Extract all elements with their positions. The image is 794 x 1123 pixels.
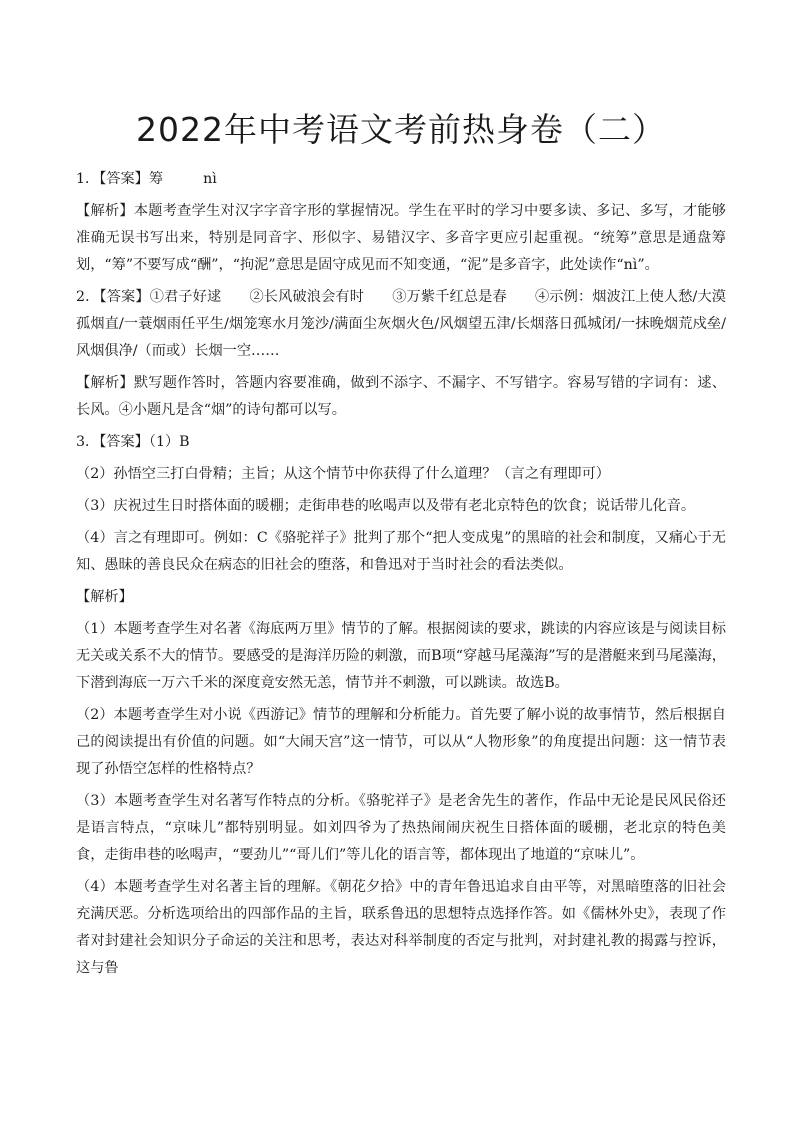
q3-answer-2: （2）孙悟空三打白骨精；主旨；从这个情节中你获得了什么道理？（言之有理即可） [76,466,610,482]
q3-explanation-2: （2）本题考查学生对小说《西游记》情节的理解和分析能力。首先要了解小说的故事情节，然后根据自己的阅读提出有价值的问题。如“大闹天宫”这一情节，可以从“人物形象”的角度提出问题：这一情节表现了孙悟空怎样的性格特点？ [76,707,726,777]
q2-item-4: ④示例：烟波江上使人愁/大漠孤烟直/一蓑烟雨任平生/烟笼寒水月笼沙/满面尘灰烟火色/风烟望五津/长烟落日孤城闭/一抹晚烟荒戍垒/风烟俱净/（而或）长烟一空…… [76,289,726,359]
q3-answer-a1: （1）B [148,434,190,450]
q3-explanation-4: （4）本题考查学生对名著主旨的理解。《朝花夕拾》中的青年鲁迅追求自由平等，对黑暗堕落的旧社会充满厌恶。分析选项给出的四部作品的主旨，联系鲁迅的思想特点选择作答。如《儒林外史》，表现了作者对封建社会知识分子命运的关注和思考，表达对科举制度的否定与批判，对封建礼教的揭露与控诉，这与鲁 [76,879,726,976]
q3-answer-4: （4）言之有理即可。例如：C《骆驼祥子》批判了那个“把人变成鬼”的黑暗的社会和制度，又痛心于无知、愚昧的善良民众在病态的旧社会的堕落，和鲁迅对于当时社会的看法类似。 [76,530,726,573]
q3-explanation-1: （1）本题考查学生对名著《海底两万里》情节的了解。根据阅读的要求，跳读的内容应该是与阅读目标无关或关系不大的情节。要感受的是海洋历险的刺激，而B项“穿越马尾藻海”写的是潜艇来到马尾藻海，下潜到海底一万六千米的深度竟安然无恙，情节并不刺激，可以跳读。故选B。 [76,621,726,691]
q3-answer-1 [76,429,726,456]
q2-item-2: ②长风破浪会有时 [249,289,365,305]
q2-item-3: ③万紫千红总是春 [392,289,507,305]
q3-analysis-label: 【解析】 [76,589,133,605]
q1-analysis-text: 本题考查学生对汉字字音字形的掌握情况。学生在平时的学习中要多读、多记、多写，才能够准确无误书写出来，特别是同音字、形似字、易错汉字、多音字更应引起重视。“统筹”意思是通盘筹划，“筹”不要写成“酬”，“拘泥”意思是固守成见而不知变通，“泥”是多音字，此处读作“nì”。 [76,203,726,273]
q1-answer-prefix: 1．【答案】 [76,171,149,187]
q2-analysis [76,370,726,424]
q3-explanation-3: （3）本题考查学生对名著写作特点的分析。《骆驼祥子》是老舍先生的著作，作品中无论是民风民俗还是语言特点，“京味儿”都特别明显。如刘四爷为了热热闹闹庆祝生日搭体面的暖棚，老北京的特色美食，走街串巷的吆喝声，“要劲儿”“哥儿们”等儿化的语言等，都体现出了地道的“京味儿”。 [76,793,726,863]
q2-analysis-text: 默写题作答时，答题内容要准确，做到不添字、不漏字、不写错字。容易写错的字词有：逑、长风。④小题凡是含“烟”的诗句都可以写。 [76,375,726,418]
q2-answer [76,284,726,365]
q1-answer-b: nì [203,171,217,187]
q2-answer-prefix: 2．【答案】 [76,289,150,305]
q1-analysis-label: 【解析】 [76,203,134,219]
q2-analysis-label: 【解析】 [76,375,134,391]
q1-answer-a: 筹 [148,171,164,187]
q3-answer-3: （3）庆祝过生日时搭体面的暖棚；走街串巷的吆喝声以及带有老北京特色的饮食；说话带儿化音。 [76,498,696,514]
page-title: 2022年中考语文考前热身卷（二） [136,110,666,149]
q1-answer [76,166,726,193]
q2-item-1: ①君子好逑 [149,289,222,305]
q1-analysis [76,198,726,279]
q3-answer-prefix: 3．【答案】 [76,434,149,450]
